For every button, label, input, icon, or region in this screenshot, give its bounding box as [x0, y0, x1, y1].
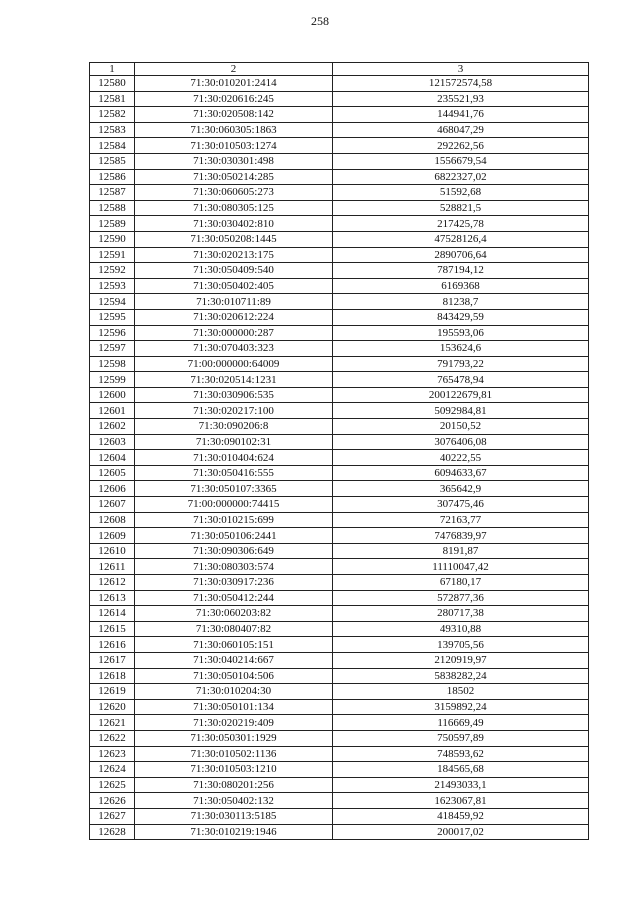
- row-number-cell: 12583: [90, 122, 135, 138]
- cadastral-number-cell: 71:30:050214:285: [135, 169, 333, 185]
- cadastral-value-cell: 843429,59: [333, 309, 589, 325]
- cadastral-value-cell: 184565,68: [333, 762, 589, 778]
- row-number-cell: 12584: [90, 138, 135, 154]
- row-number-cell: 12611: [90, 559, 135, 575]
- table-row: [90, 216, 589, 232]
- cadastral-number-cell: 71:30:020508:142: [135, 107, 333, 123]
- row-number-cell: 12625: [90, 777, 135, 793]
- cadastral-number-cell: 71:30:050416:555: [135, 465, 333, 481]
- row-number-cell: 12624: [90, 762, 135, 778]
- table-row: [90, 419, 589, 435]
- cadastral-value-cell: 6822327,02: [333, 169, 589, 185]
- cadastral-number-cell: 71:30:060305:1863: [135, 122, 333, 138]
- cadastral-value-cell: 468047,29: [333, 122, 589, 138]
- cadastral-number-cell: 71:30:050409:540: [135, 263, 333, 279]
- cadastral-number-cell: 71:30:030402:810: [135, 216, 333, 232]
- cadastral-value-cell: 72163,77: [333, 512, 589, 528]
- row-number-cell: 12606: [90, 481, 135, 497]
- table-row: [90, 122, 589, 138]
- cadastral-number-cell: 71:30:040214:667: [135, 652, 333, 668]
- row-number-cell: 12607: [90, 497, 135, 513]
- cadastral-number-cell: 71:30:090206:8: [135, 419, 333, 435]
- table-row: [90, 91, 589, 107]
- table-row: [90, 746, 589, 762]
- cadastral-number-cell: 71:30:050106:2441: [135, 528, 333, 544]
- column-header-3: 3: [333, 63, 589, 76]
- table-row: [90, 465, 589, 481]
- table-row: [90, 512, 589, 528]
- cadastral-value-cell: 765478,94: [333, 372, 589, 388]
- table-row: [90, 278, 589, 294]
- cadastral-value-cell: 7476839,97: [333, 528, 589, 544]
- cadastral-number-cell: 71:30:090306:649: [135, 543, 333, 559]
- cadastral-value-cell: 8191,87: [333, 543, 589, 559]
- cadastral-number-cell: 71:30:020213:175: [135, 247, 333, 263]
- column-header-2: 2: [135, 63, 333, 76]
- cadastral-number-cell: 71:30:050101:134: [135, 699, 333, 715]
- cadastral-number-cell: 71:30:080407:82: [135, 621, 333, 637]
- table-row: [90, 107, 589, 123]
- table-row: [90, 621, 589, 637]
- cadastral-number-cell: 71:30:030917:236: [135, 575, 333, 591]
- table-row: [90, 606, 589, 622]
- cadastral-number-cell: 71:30:020219:409: [135, 715, 333, 731]
- table-row: [90, 185, 589, 201]
- cadastral-value-cell: 572877,36: [333, 590, 589, 606]
- cadastral-value-cell: 81238,7: [333, 294, 589, 310]
- row-number-cell: 12599: [90, 372, 135, 388]
- cadastral-number-cell: 71:30:010502:1136: [135, 746, 333, 762]
- row-number-cell: 12620: [90, 699, 135, 715]
- row-number-cell: 12588: [90, 200, 135, 216]
- cadastral-value-cell: 51592,68: [333, 185, 589, 201]
- cadastral-value-cell: 418459,92: [333, 808, 589, 824]
- row-number-cell: 12595: [90, 309, 135, 325]
- table-row: [90, 793, 589, 809]
- cadastral-number-cell: 71:30:060605:273: [135, 185, 333, 201]
- table-row: [90, 231, 589, 247]
- table-row: [90, 356, 589, 372]
- cadastral-value-cell: 47528126,4: [333, 231, 589, 247]
- cadastral-number-cell: 71:30:080303:574: [135, 559, 333, 575]
- row-number-cell: 12580: [90, 76, 135, 92]
- cadastral-number-cell: 71:30:010503:1210: [135, 762, 333, 778]
- cadastral-number-cell: 71:30:020514:1231: [135, 372, 333, 388]
- row-number-cell: 12589: [90, 216, 135, 232]
- cadastral-value-cell: 748593,62: [333, 746, 589, 762]
- cadastral-value-cell: 791793,22: [333, 356, 589, 372]
- table-row: [90, 387, 589, 403]
- cadastral-number-cell: 71:30:030301:498: [135, 153, 333, 169]
- cadastral-number-cell: 71:30:070403:323: [135, 341, 333, 357]
- cadastral-value-cell: 365642,9: [333, 481, 589, 497]
- cadastral-number-cell: 71:30:010201:2414: [135, 76, 333, 92]
- row-number-cell: 12602: [90, 419, 135, 435]
- row-number-cell: 12585: [90, 153, 135, 169]
- table-row: [90, 309, 589, 325]
- table-row: [90, 341, 589, 357]
- row-number-cell: 12610: [90, 543, 135, 559]
- cadastral-value-cell: 1556679,54: [333, 153, 589, 169]
- table-row: [90, 153, 589, 169]
- row-number-cell: 12597: [90, 341, 135, 357]
- cadastral-value-cell: 20150,52: [333, 419, 589, 435]
- table-row: [90, 762, 589, 778]
- cadastral-number-cell: 71:30:020616:245: [135, 91, 333, 107]
- row-number-cell: 12617: [90, 652, 135, 668]
- cadastral-value-cell: 49310,88: [333, 621, 589, 637]
- table-body: [90, 76, 589, 840]
- cadastral-number-cell: 71:30:050104:506: [135, 668, 333, 684]
- table-row: [90, 684, 589, 700]
- row-number-cell: 12590: [90, 231, 135, 247]
- row-number-cell: 12612: [90, 575, 135, 591]
- table-row: [90, 777, 589, 793]
- row-number-cell: 12581: [90, 91, 135, 107]
- row-number-cell: 12618: [90, 668, 135, 684]
- table-row: [90, 528, 589, 544]
- table-row: [90, 450, 589, 466]
- cadastral-number-cell: 71:30:060105:151: [135, 637, 333, 653]
- table-row: [90, 730, 589, 746]
- table-row: [90, 294, 589, 310]
- cadastral-value-cell: 307475,46: [333, 497, 589, 513]
- row-number-cell: 12587: [90, 185, 135, 201]
- cadastral-number-cell: 71:30:050208:1445: [135, 231, 333, 247]
- cadastral-number-cell: 71:30:050402:405: [135, 278, 333, 294]
- cadastral-value-cell: 6094633,67: [333, 465, 589, 481]
- row-number-cell: 12603: [90, 434, 135, 450]
- table-header: [90, 63, 589, 76]
- cadastral-value-cell: 787194,12: [333, 263, 589, 279]
- cadastral-value-cell: 2890706,64: [333, 247, 589, 263]
- table-row: [90, 403, 589, 419]
- cadastral-number-cell: 71:30:030113:5185: [135, 808, 333, 824]
- cadastral-value-cell: 292262,56: [333, 138, 589, 154]
- cadastral-number-cell: 71:30:050402:132: [135, 793, 333, 809]
- table-row: [90, 559, 589, 575]
- cadastral-value-cell: 67180,17: [333, 575, 589, 591]
- cadastral-number-cell: 71:30:080201:256: [135, 777, 333, 793]
- table-row: [90, 434, 589, 450]
- table-row: [90, 263, 589, 279]
- cadastral-value-cell: 235521,93: [333, 91, 589, 107]
- row-number-cell: 12596: [90, 325, 135, 341]
- row-number-cell: 12626: [90, 793, 135, 809]
- row-number-cell: 12621: [90, 715, 135, 731]
- table-row: [90, 481, 589, 497]
- header-row: [90, 63, 589, 76]
- table-row: [90, 652, 589, 668]
- table-row: [90, 808, 589, 824]
- row-number-cell: 12616: [90, 637, 135, 653]
- row-number-cell: 12619: [90, 684, 135, 700]
- row-number-cell: 12622: [90, 730, 135, 746]
- table-row: [90, 590, 589, 606]
- row-number-cell: 12623: [90, 746, 135, 762]
- table-row: [90, 247, 589, 263]
- cadastral-number-cell: 71:30:050107:3365: [135, 481, 333, 497]
- cadastral-value-cell: 18502: [333, 684, 589, 700]
- row-number-cell: 12600: [90, 387, 135, 403]
- table-row: [90, 715, 589, 731]
- cadastral-value-cell: 121572574,58: [333, 76, 589, 92]
- row-number-cell: 12598: [90, 356, 135, 372]
- cadastral-number-cell: 71:30:020217:100: [135, 403, 333, 419]
- row-number-cell: 12604: [90, 450, 135, 466]
- column-header-1: 1: [90, 63, 135, 76]
- table-row: [90, 76, 589, 92]
- table-row: [90, 668, 589, 684]
- cadastral-value-cell: 144941,76: [333, 107, 589, 123]
- cadastral-number-cell: 71:00:000000:74415: [135, 497, 333, 513]
- row-number-cell: 12592: [90, 263, 135, 279]
- table-row: [90, 824, 589, 840]
- row-number-cell: 12601: [90, 403, 135, 419]
- cadastral-number-cell: 71:30:000000:287: [135, 325, 333, 341]
- cadastral-number-cell: 71:30:050301:1929: [135, 730, 333, 746]
- row-number-cell: 12591: [90, 247, 135, 263]
- cadastral-value-cell: 40222,55: [333, 450, 589, 466]
- cadastral-value-cell: 2120919,97: [333, 652, 589, 668]
- row-number-cell: 12613: [90, 590, 135, 606]
- table-row: [90, 699, 589, 715]
- cadastral-number-cell: 71:30:080305:125: [135, 200, 333, 216]
- cadastral-value-cell: 1623067,81: [333, 793, 589, 809]
- page-number: 258: [311, 14, 329, 28]
- cadastral-value-cell: 116669,49: [333, 715, 589, 731]
- table-row: [90, 200, 589, 216]
- cadastral-value-cell: 217425,78: [333, 216, 589, 232]
- row-number-cell: 12615: [90, 621, 135, 637]
- table-row: [90, 138, 589, 154]
- row-number-cell: 12594: [90, 294, 135, 310]
- cadastral-number-cell: 71:30:060203:82: [135, 606, 333, 622]
- table-row: [90, 543, 589, 559]
- cadastral-number-cell: 71:30:010215:699: [135, 512, 333, 528]
- cadastral-number-cell: 71:00:000000:64009: [135, 356, 333, 372]
- cadastral-value-cell: 11110047,42: [333, 559, 589, 575]
- cadastral-value-cell: 153624,6: [333, 341, 589, 357]
- cadastral-value-cell: 6169368: [333, 278, 589, 294]
- table-row: [90, 372, 589, 388]
- cadastral-number-cell: 71:30:010219:1946: [135, 824, 333, 840]
- cadastral-number-cell: 71:30:090102:31: [135, 434, 333, 450]
- table-row: [90, 497, 589, 513]
- row-number-cell: 12593: [90, 278, 135, 294]
- cadastral-value-cell: 5092984,81: [333, 403, 589, 419]
- cadastral-number-cell: 71:30:050412:244: [135, 590, 333, 606]
- cadastral-value-cell: 3076406,08: [333, 434, 589, 450]
- row-number-cell: 12627: [90, 808, 135, 824]
- cadastral-number-cell: 71:30:010503:1274: [135, 138, 333, 154]
- cadastral-value-cell: 21493033,1: [333, 777, 589, 793]
- cadastral-value-cell: 200017,02: [333, 824, 589, 840]
- cadastral-value-cell: 5838282,24: [333, 668, 589, 684]
- cadastral-value-cell: 139705,56: [333, 637, 589, 653]
- cadastral-value-cell: 280717,38: [333, 606, 589, 622]
- table-row: [90, 637, 589, 653]
- cadastral-value-table: [89, 62, 589, 840]
- table-row: [90, 575, 589, 591]
- row-number-cell: 12609: [90, 528, 135, 544]
- cadastral-number-cell: 71:30:020612:224: [135, 309, 333, 325]
- row-number-cell: 12608: [90, 512, 135, 528]
- cadastral-number-cell: 71:30:030906:535: [135, 387, 333, 403]
- cadastral-number-cell: 71:30:010404:624: [135, 450, 333, 466]
- cadastral-value-cell: 3159892,24: [333, 699, 589, 715]
- table-row: [90, 325, 589, 341]
- cadastral-value-cell: 200122679,81: [333, 387, 589, 403]
- row-number-cell: 12582: [90, 107, 135, 123]
- cadastral-value-cell: 528821,5: [333, 200, 589, 216]
- cadastral-number-cell: 71:30:010711:89: [135, 294, 333, 310]
- row-number-cell: 12614: [90, 606, 135, 622]
- cadastral-value-cell: 750597,89: [333, 730, 589, 746]
- row-number-cell: 12586: [90, 169, 135, 185]
- row-number-cell: 12628: [90, 824, 135, 840]
- cadastral-value-cell: 195593,06: [333, 325, 589, 341]
- cadastral-number-cell: 71:30:010204:30: [135, 684, 333, 700]
- table-row: [90, 169, 589, 185]
- row-number-cell: 12605: [90, 465, 135, 481]
